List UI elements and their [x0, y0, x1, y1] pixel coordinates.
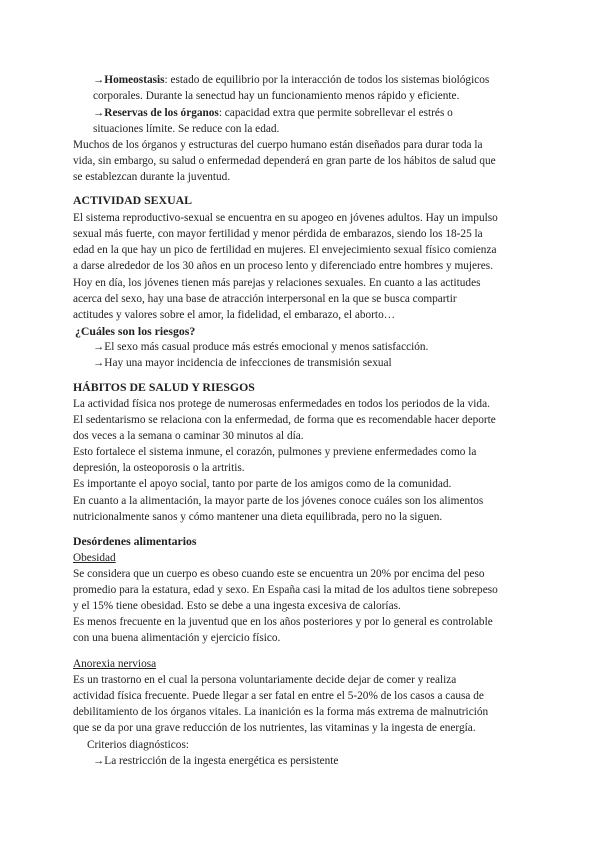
intro-para-line: se establezcan durante la juventud. — [73, 171, 231, 183]
obesidad-para-line: Se considera que un cuerpo es obeso cuando este se encuentra un 20% por encima del peso — [73, 568, 485, 580]
section-heading-actividad: ACTIVIDAD SEXUAL — [73, 193, 192, 207]
actividad-para-line: a darse alrededor de los 30 años en un proceso lento y diferenciado entre hombres y mujeres. — [73, 260, 494, 272]
habitos-para-line: dos veces a la semana o caminar 30 minutos al día. — [73, 430, 304, 442]
obesidad-para-line: Es menos frecuente en la juventud que en los años posteriores y por lo general es controlable — [73, 616, 493, 628]
risks-question: ¿Cuáles son los riesgos? — [75, 324, 196, 338]
risk-item: →Hay una mayor incidencia de infecciones de transmisión sexual — [93, 357, 392, 369]
intro-para-line: vida, sin embargo, su salud o enfermedad dependerá en gran parte de los hábitos de salud que — [73, 155, 496, 167]
actividad-para-line: edad en la que hay un pico de fertilidad en mujeres. El envejecimiento sexual físico comienza — [73, 244, 497, 256]
obesidad-para-line: promedio para la estatura, edad y sexo. En España casi la mitad de los adultos tiene sobrepeso — [73, 584, 498, 596]
criterio-item: →La restricción de la ingesta energética es persistente — [93, 755, 339, 767]
section-heading-habitos: HÁBITOS DE SALUD Y RIESGOS — [73, 380, 255, 394]
arrow-icon: → — [93, 107, 105, 119]
habitos-para-line: La actividad física nos protege de numerosas enfermedades en todos los periodos de la vida. — [73, 398, 490, 410]
homeostasis-line-1 — [93, 72, 553, 88]
homeostasis-line-2: corporales. Durante la senectud hay un funcionamiento menos rápido y eficiente. — [93, 90, 460, 102]
criterios-label: Criterios diagnósticos: — [87, 739, 189, 751]
habitos-para-line: Es importante el apoyo social, tanto por parte de los amigos como de la comunidad. — [73, 478, 452, 490]
reservas-term: Reservas de los órganos — [104, 107, 219, 119]
obesidad-para-line: y el 15% tiene obesidad. Esto se debe a una ingesta excesiva de calorías. — [73, 600, 401, 612]
reservas-text: : capacidad extra que permite sobrellevar el estrés o — [218, 107, 453, 119]
risk-item: →El sexo más casual produce más estrés emocional y menos satisfacción. — [93, 341, 429, 353]
anorexia-para-line: Es un trastorno en el cual la persona voluntariamente decide dejar de comer y realiza — [73, 674, 457, 686]
intro-para-line: Muchos de los órganos y estructuras del cuerpo humano están diseñados para durar toda la — [73, 139, 483, 151]
subheading-obesidad: Obesidad — [73, 552, 116, 564]
actividad-para-line: Hoy en día, los jóvenes tienen más parejas y relaciones sexuales. En cuanto a las actitudes — [73, 277, 481, 289]
obesidad-para-line: con una buena alimentación y ejercicio físico. — [73, 632, 281, 644]
habitos-para-line: depresión, la osteoporosis o la artritis. — [73, 462, 245, 474]
homeostasis-term: Homeostasis — [104, 74, 165, 86]
anorexia-para-line: debilitamiento de los órganos vitales. La inanición es la forma más extrema de malnutrición — [73, 706, 489, 718]
habitos-para-line: nutricionalmente sanos y cómo mantener una dieta equilibrada, pero no la siguen. — [73, 511, 443, 523]
actividad-para-line: acerca del sexo, hay una base de atracción interpersonal en la que se busca compartir — [73, 293, 457, 305]
actividad-para-line: actitudes y valores sobre el amor, la fidelidad, el embarazo, el aborto… — [73, 309, 396, 321]
actividad-para-line: El sistema reproductivo-sexual se encuentra en su apogeo en jóvenes adultos. Hay un impulso — [73, 212, 498, 224]
subheading-anorexia: Anorexia nerviosa — [73, 658, 157, 670]
reservas-line-1 — [93, 105, 553, 121]
habitos-para-line: El sedentarismo se relaciona con la enfermedad, de forma que es recomendable hacer deporte — [73, 414, 496, 426]
actividad-para-line: sexual más fuerte, con mayor fertilidad y menor pérdida de embarazos, siendo los 18-25 la — [73, 228, 483, 240]
anorexia-para-line: que se da por una grave reducción de los nutrientes, las vitaminas y la ingesta de energía. — [73, 722, 476, 734]
habitos-para-line: Esto fortalece el sistema inmune, el corazón, pulmones y previene enfermedades como la — [73, 446, 477, 458]
arrow-icon: → — [93, 74, 105, 86]
habitos-para-line: En cuanto a la alimentación, la mayor parte de los jóvenes conoce cuáles son los alimentos — [73, 495, 484, 507]
anorexia-para-line: actividad física frecuente. Puede llegar a ser fatal en entre el 5-20% de los casos a causa de — [73, 690, 484, 702]
homeostasis-text: : estado de equilibrio por la interacción de todos los sistemas biológicos — [164, 74, 490, 86]
reservas-line-2: situaciones límite. Se reduce con la edad. — [93, 123, 280, 135]
section-heading-desordenes: Desórdenes alimentarios — [73, 534, 197, 548]
